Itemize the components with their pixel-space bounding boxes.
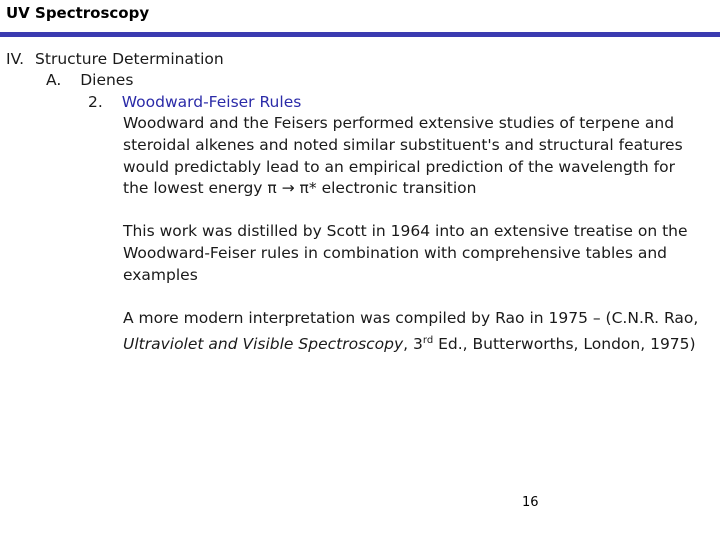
outline-level2 (46, 70, 133, 92)
page-number: 16 (522, 495, 539, 510)
paragraph-3-text-end: Ed., Butterworths, London, 1975) (433, 334, 696, 353)
outline-level2-text: Dienes (80, 71, 134, 89)
header-divider (0, 32, 720, 37)
outline-level1-text: Structure Determination (35, 50, 224, 68)
paragraph-1: Woodward and the Feisers performed extensive studies of terpene and steroidal alkenes and noted similar substituent's and structural features would predictably lead to an empirical prediction of the wavelength for the lowest energy π → π* electronic transition (123, 114, 683, 198)
outline-level3 (88, 92, 301, 114)
outline-level2-marker: A. (46, 71, 62, 89)
page-title: UV Spectroscopy (6, 4, 150, 22)
outline-level1 (6, 49, 224, 71)
paragraph-3 (123, 308, 703, 356)
paragraph-3-text-start: A more modern interpretation was compiled by Rao in 1975 – (C.N.R. Rao, (123, 309, 699, 327)
paragraph-2: This work was distilled by Scott in 1964 into an extensive treatise on the Woodward-Feiser rules in combination with comprehensive tables and examples (123, 222, 688, 284)
outline-level3-text: Woodward-Feiser Rules (121, 93, 302, 111)
book-title: Ultraviolet and Visible Spectroscopy (123, 334, 404, 353)
paragraph-3-edition: , 3 (403, 334, 423, 353)
outline-level3-marker: 2. (88, 93, 103, 111)
outline-level1-marker: IV. (6, 50, 25, 68)
edition-superscript: rd (422, 334, 434, 346)
